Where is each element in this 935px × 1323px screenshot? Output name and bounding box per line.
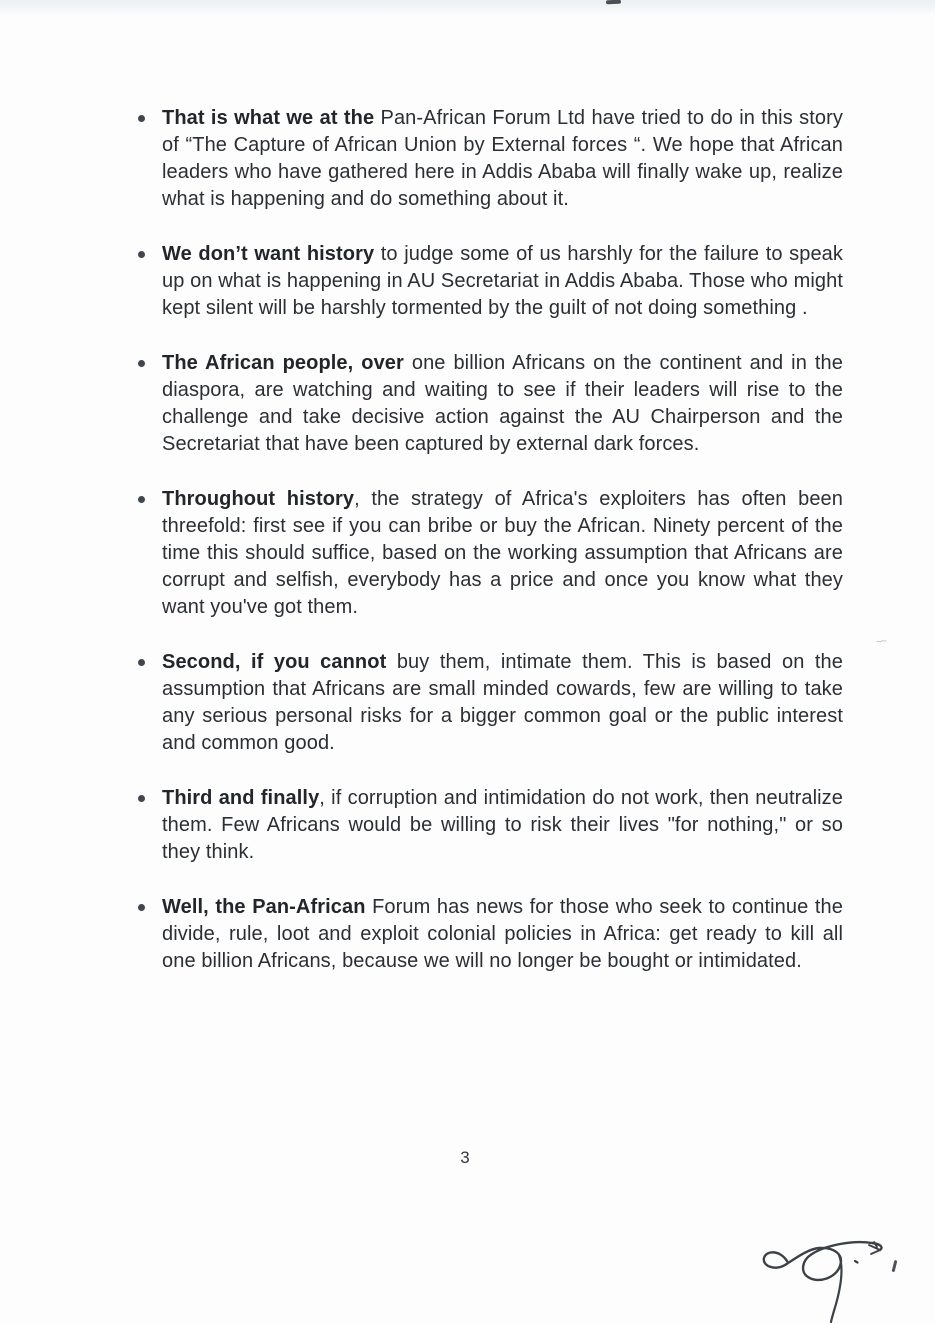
bullet-list: [137, 105, 843, 1003]
page-number: 3: [460, 1148, 470, 1167]
bullet-body-text: , if corruption and intimidation do not work, then neutralize them. Few Africans would be willing to risk their lives "for nothing," or so they think.: [162, 787, 844, 863]
bullet-lead-bold: Well, the Pan-African: [162, 896, 366, 918]
bullet-body-text: Pan-African Forum Ltd have tried to do in this story of “The Capture of African Union by External forces “. We hope that African leaders who have gathered here in Addis Ababa will finally wake up, realize what is happening and do something about it.: [162, 107, 843, 210]
bullet-item: [137, 486, 843, 621]
bullet-lead-bold: That is what we at the: [162, 107, 375, 129]
bullet-lead-bold: Second, if you cannot: [162, 651, 387, 673]
bullet-lead-bold: Throughout history: [162, 488, 355, 510]
scan-edge-artifact: [0, 0, 935, 16]
bullet-item: [137, 350, 843, 458]
bullet-item: [137, 241, 843, 322]
bullet-item: [137, 105, 843, 213]
bullet-body-text: buy them, intimate them. This is based on the assumption that Africans are small minded cowards, few are willing to take any serious personal risks for a bigger common goal or the public interest and common good.: [162, 651, 843, 754]
bullet-body-text: , the strategy of Africa's exploiters has often been threefold: first see if you can bribe or buy the African. Ninety percent of the time this should suffice, based on the working assumption that Africans are corrupt and selfish, everybody has a price and once you know what they want you've got them.: [162, 488, 843, 618]
bullet-body-text: one billion Africans on the continent and in the diaspora, are watching and waiting to see if their leaders will rise to the challenge and take decisive action against the AU Chairperson and the Secretariat that have been captured by external dark forces.: [162, 352, 843, 455]
bullet-item: [137, 649, 843, 757]
scan-speck-right: ~~: [875, 635, 886, 649]
bullet-lead-bold: The African people, over: [162, 352, 404, 374]
bullet-item: [137, 785, 843, 866]
scan-speck-top: [606, 0, 621, 4]
bullet-body-text: Forum has news for those who seek to continue the divide, rule, loot and exploit colonial policies in Africa: get ready to kill all one billion Africans, because we will no longer be bought or intimidated.: [162, 896, 843, 972]
bullet-lead-bold: Third and finally: [162, 787, 320, 809]
signature-scribble-icon: [756, 1234, 906, 1323]
bullet-lead-bold: We don’t want history: [162, 243, 375, 265]
bullet-body-text: to judge some of us harshly for the failure to speak up on what is happening in AU Secretariat in Addis Ababa. Those who might kept silent will be harshly tormented by the guilt of not doing something .: [162, 243, 843, 319]
bullet-item: [137, 894, 843, 975]
